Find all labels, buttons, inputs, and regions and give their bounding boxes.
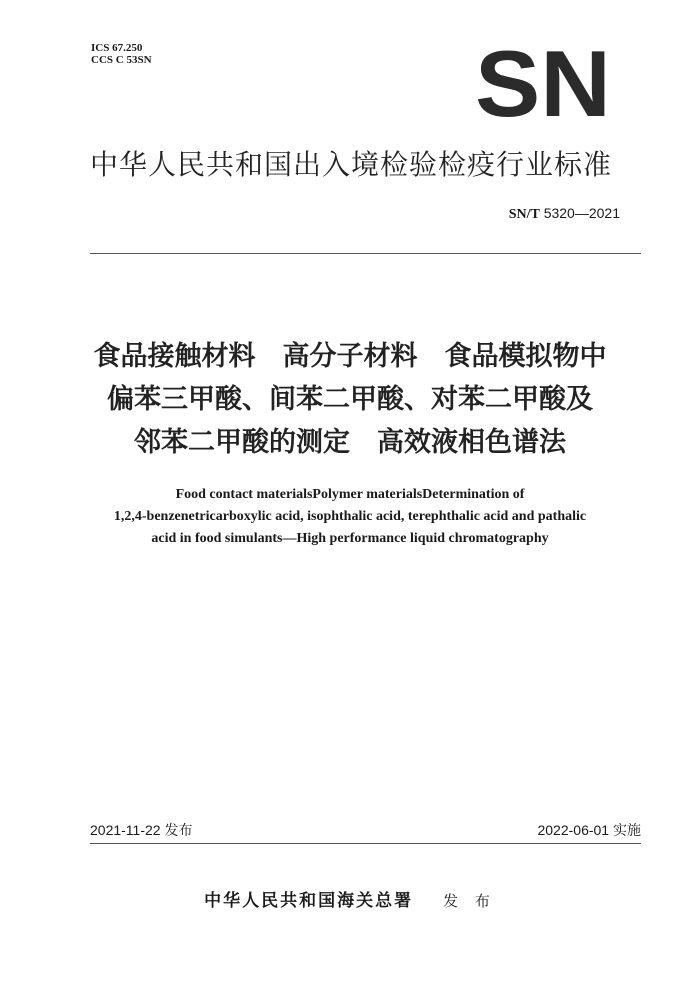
standard-number [509,205,620,223]
english-title-line-2: 1,2,4-benzenetricarboxylic acid, isophthalic acid, terephthalic acid and pathalic [113,509,587,524]
english-title-line-1: Food contact materialsPolymer materialsDetermination of [175,487,525,502]
ccs-code: CCS C 53SN [91,54,152,66]
implementation-date: 2022-06-01 实施 [537,822,641,838]
publisher-name: 中华人民共和国海关总署 [204,891,414,911]
publish-action: 发 布 [443,892,496,910]
standard-code: 5320—2021 [543,205,620,221]
sn-logo-text: SN [475,48,611,118]
header-divider [90,253,641,254]
footer-divider [90,843,641,844]
chinese-title-line-3: 邻苯二甲酸的测定 高效液相色谱法 [134,427,566,458]
sn-logo [474,48,612,118]
english-title-line-3: acid in food simulants—High performance liquid chromatography [151,531,549,546]
publisher-line [0,886,700,911]
ics-code: ICS 67.250 [91,42,143,54]
issue-date: 2021-11-22 发布 [90,822,193,838]
english-title [80,484,620,550]
chinese-title [60,335,640,464]
chinese-title-line-1: 食品接触材料 高分子材料 食品模拟物中 [93,341,607,372]
issuing-organization: 中华人民共和国出入境检验检疫行业标准 [90,148,613,181]
chinese-title-line-2: 偏苯三甲酸、间苯二甲酸、对苯二甲酸及 [107,384,593,415]
classification-codes [91,42,152,66]
standard-prefix: SN/T [508,207,540,222]
